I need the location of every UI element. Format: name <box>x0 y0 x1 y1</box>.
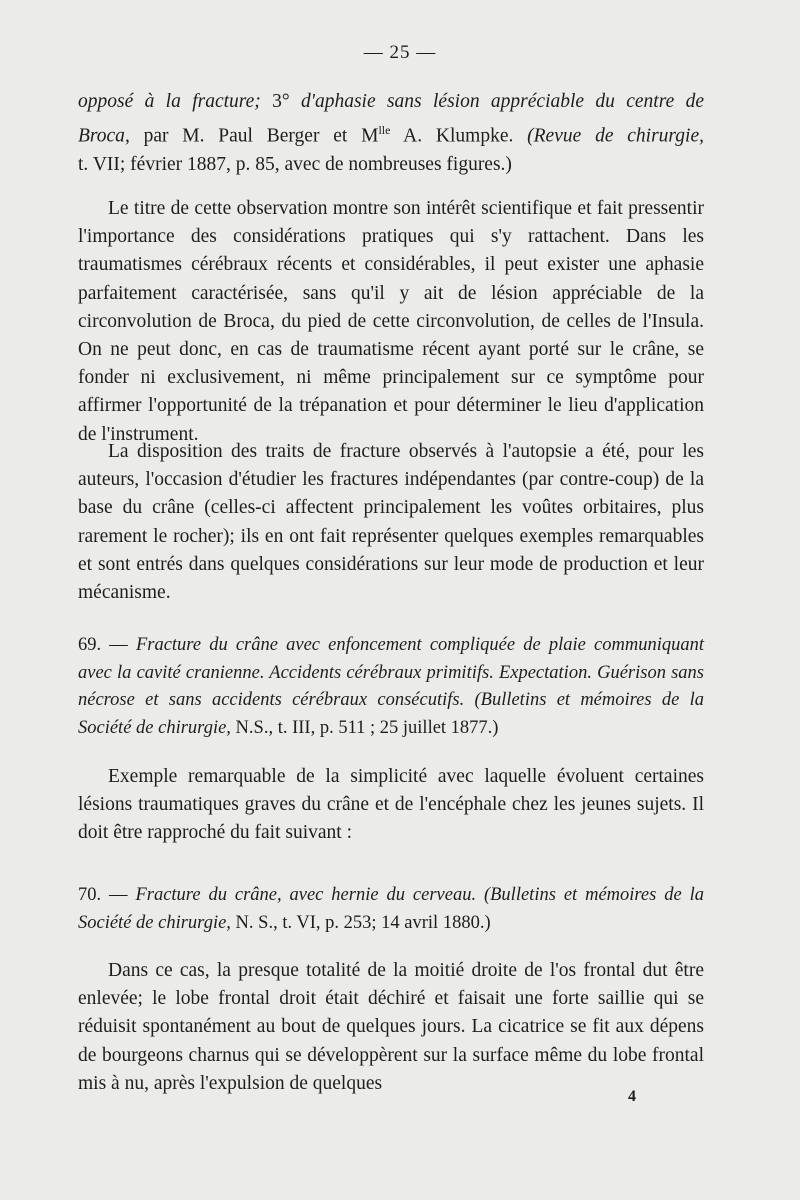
intro-journal: (Revue de chirurgie, <box>527 125 704 147</box>
intro-broca: Broca <box>78 125 125 147</box>
signature-mark: 4 <box>628 1088 636 1105</box>
page-number: — 25 — <box>363 42 437 63</box>
ref69-number: 69. — <box>78 635 136 655</box>
ref70-number: 70. — <box>78 885 136 905</box>
intro-italic-1: opposé à la fracture; <box>78 91 261 112</box>
ref69-title: Fracture du crâne avec enfoncement compliquée de plaie communiquant avec la cavité cranienne. Accidents cérébraux primitifs. Expectation. Guérison sans nécrose et sans accidents cérébraux consécutifs. (Bulletins et mémoires de la Société de chirurgie, <box>78 635 704 738</box>
intro-number: 3° <box>260 91 302 112</box>
paragraph-2: La disposition des traits de fracture observés à l'autopsie a été, pour les auteurs, l'occasion d'étudier les fractures indépendantes (par contre-coup) de la base du crâne (celles-ci affectent principalement les voûtes orbitaires, plus rarement le rocher); ils en ont fait représenter quelques exemples remarquables et sont entrés dans quelques considérations sur leur mode de production et leur mécanisme. <box>78 441 704 604</box>
intro-citation: t. VII; février 1887, p. 85, avec de nombreuses figures.) <box>78 153 512 175</box>
intro-sup: lle <box>378 123 391 138</box>
intro-authors-2: A. Klumpke. <box>390 125 528 147</box>
reference-69 <box>78 632 704 742</box>
intro-authors: , par M. Paul Berger et M <box>124 125 379 147</box>
reference-70 <box>78 882 704 937</box>
ref70-title: Fracture du crâne, avec hernie du cerveau. (Bulletins et mémoires de la Société de chirurgie, <box>78 885 705 933</box>
ref70-citation: N. S., t. VI, p. 253; 14 avril 1880.) <box>230 912 491 933</box>
paragraph-3: Exemple remarquable de la simplicité avec laquelle évoluent certaines lésions traumatiques graves du crâne et de l'encéphale chez les jeunes sujets. Il doit être rapproché du fait suivant : <box>78 766 704 844</box>
ref69-citation: N.S., t. III, p. 511 ; 25 juillet 1877.) <box>230 717 499 738</box>
intro-reference <box>78 88 704 179</box>
paragraph-4: Dans ce cas, la presque totalité de la moitié droite de l'os frontal dut être enlevée; le lobe frontal droit était déchiré et faisait une forte saillie qui se réduisit spontanément au bout de quelques jours. La cicatrice se fit aux dépens de bourgeons charnus qui se développèrent sur la surface même du lobe frontal mis à nu, après l'expulsion de quelques <box>78 960 704 1094</box>
paragraph-1: Le titre de cette observation montre son intérêt scientifique et fait pressentir l'importance des considérations pratiques qui s'y rattachent. Dans les traumatismes cérébraux récents et considérables, il peut exister une aphasie parfaitement caractérisée, sans qu'il y ait de lésion appréciable de la circonvolution de Broca, du pied de cette circonvolution, de celles de l'Insula. On ne peut donc, en cas de traumatisme récent ayant porté sur le crâne, se fonder ni exclusivement, ni même principalement sur ce symptôme pour affirmer l'opportunité de la trépanation et pour déterminer le lieu d'application de l'instrument. <box>78 198 704 445</box>
intro-italic-2: d'aphasie sans lésion appréciable du centre de <box>301 91 704 112</box>
